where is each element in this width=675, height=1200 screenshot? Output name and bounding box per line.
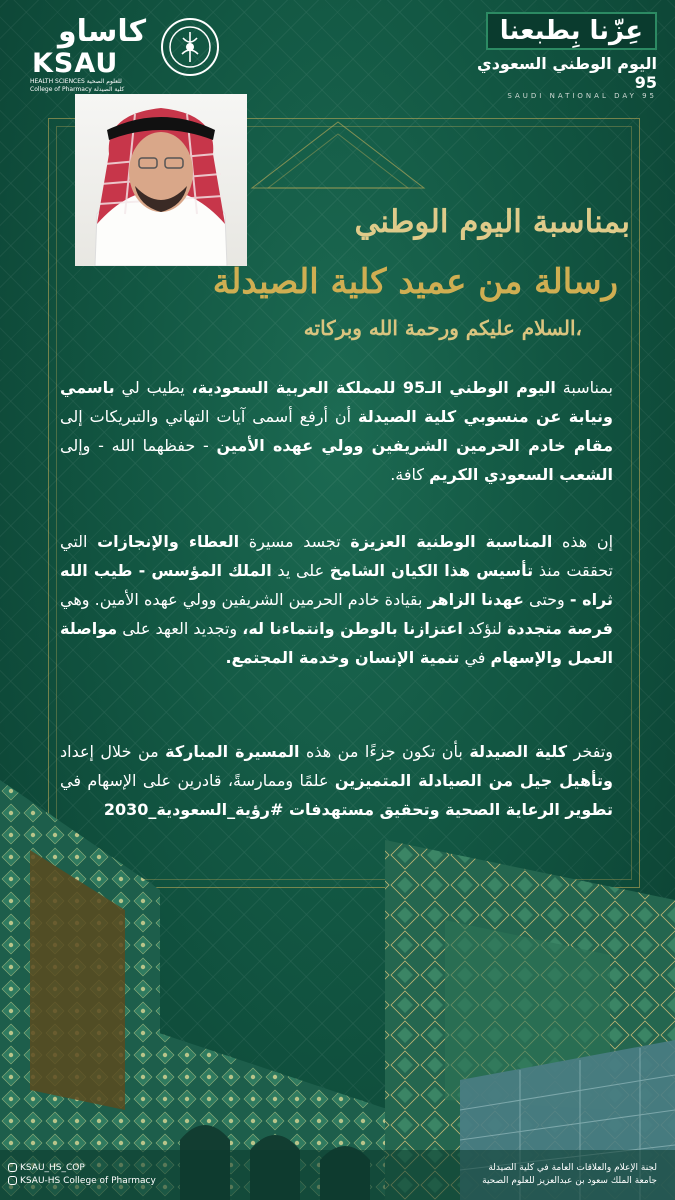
emphasis-text: فرصة متجددة [506, 619, 614, 638]
national-day-arabic: اليوم الوطني السعودي 95 [477, 54, 657, 92]
emphasis-text: المسيرة المباركة [165, 742, 300, 761]
emphasis-text: وتأهيل جيل من الصيادلة المتميزين [334, 771, 613, 790]
emphasis-text: باسمي ونيابة عن منسوبي كلية الصيدلة [60, 378, 613, 426]
body-text: بقيادة خادم الحرمين الشريفين وولي عهده الأمين. وهي [60, 590, 428, 609]
ksau-health-sciences: HEALTH SCIENCES للعلوم الصحية [30, 78, 122, 85]
college-building-illustration [0, 780, 675, 1200]
university-seal-icon [161, 18, 219, 76]
national-day-slogan: عِزّنا بِطبعنا [486, 12, 657, 50]
body-text: في [459, 648, 491, 667]
message-paragraph-2 [60, 527, 613, 672]
body-text: إن هذه [552, 532, 614, 551]
national-day-english: SAUDI NATIONAL DAY 95 [507, 92, 657, 100]
body-text: التي تحققت منذ [60, 532, 613, 580]
linkedin-icon [8, 1176, 17, 1185]
body-text: وحتى [523, 590, 570, 609]
body-text: من خلال إعداد [60, 742, 166, 761]
sender-title: رسالة من عميد كلية الصيدلة [212, 262, 618, 302]
ksau-college-name: College of Pharmacy كلية الصيدلة [30, 86, 125, 93]
national-day-logo [467, 12, 657, 100]
emphasis-text: كلية الصيدلة [469, 742, 568, 761]
emphasis-text: المناسبة الوطنية العزيزة [350, 532, 553, 551]
social-handle-x[interactable]: KSAU_HS_COP [8, 1162, 156, 1175]
social-links [8, 1162, 156, 1188]
occasion-title: بمناسبة اليوم الوطني [354, 204, 630, 240]
body-text: وتفخر [567, 742, 614, 761]
emphasis-text: مواصلة العمل والإسهام [60, 619, 613, 667]
ksau-logo [28, 14, 198, 94]
body-text: يطيب لي [114, 378, 192, 397]
greeting: السلام عليكم ورحمة الله وبركاته، [303, 316, 582, 340]
emphasis-text: عهدنا الزاهر [427, 590, 524, 609]
body-text: تجسد مسيرة [239, 532, 351, 551]
emphasis-text: تأسيس هذا الكيان الشامخ [329, 561, 534, 580]
emphasis-text: اعتزازنا بالوطن وانتماءنا له، [242, 619, 463, 638]
social-handle-linkedin[interactable]: KSAU-HS College of Pharmacy [8, 1175, 156, 1188]
body-text: لنؤكد [462, 619, 507, 638]
ksau-arabic-name: كاساو [58, 14, 147, 49]
message-paragraph-1 [60, 373, 613, 489]
body-text: علمًا وممارسةً، قادرين على الإسهام في [60, 771, 335, 790]
credit-committee: لجنة الإعلام والعلاقات العامة في كلية الصيدلة [488, 1163, 657, 1173]
x-icon [8, 1163, 17, 1172]
ornament-diamond [248, 120, 428, 190]
body-text: وتجديد العهد على [117, 619, 243, 638]
emphasis-text: تنمية الإنسان وخدمة المجتمع. [225, 648, 460, 667]
body-text: - حفظهما الله - وإلى [60, 436, 217, 455]
credits [482, 1162, 657, 1188]
body-text: بأن تكون جزءًا من هذه [299, 742, 470, 761]
body-text: على يد [271, 561, 330, 580]
body-text: بمناسبة [555, 378, 614, 397]
body-text: أن أرفع أسمى آيات التهاني والتبريكات إلى [60, 407, 358, 426]
body-text: كافة. [390, 465, 430, 484]
emphasis-text: اليوم الوطني الـ95 للمملكة العربية السعودية، [191, 378, 556, 397]
ksau-english-name: KSAU [32, 48, 119, 79]
dean-portrait [75, 94, 247, 266]
emphasis-text: الملك المؤسس - طيب الله ثراه - [60, 561, 614, 609]
emphasis-text: العطاء والإنجازات [97, 532, 240, 551]
emphasis-text: مقام خادم الحرمين الشريفين وولي عهده الأمين [216, 436, 614, 455]
emphasis-text: الشعب السعودي الكريم [429, 465, 613, 484]
emphasis-text: تطوير الرعاية الصحية وتحقيق مستهدفات #رؤية_السعودية_2030 [103, 800, 613, 819]
credit-university: جامعة الملك سعود بن عبدالعزيز للعلوم الصحية [482, 1176, 657, 1186]
